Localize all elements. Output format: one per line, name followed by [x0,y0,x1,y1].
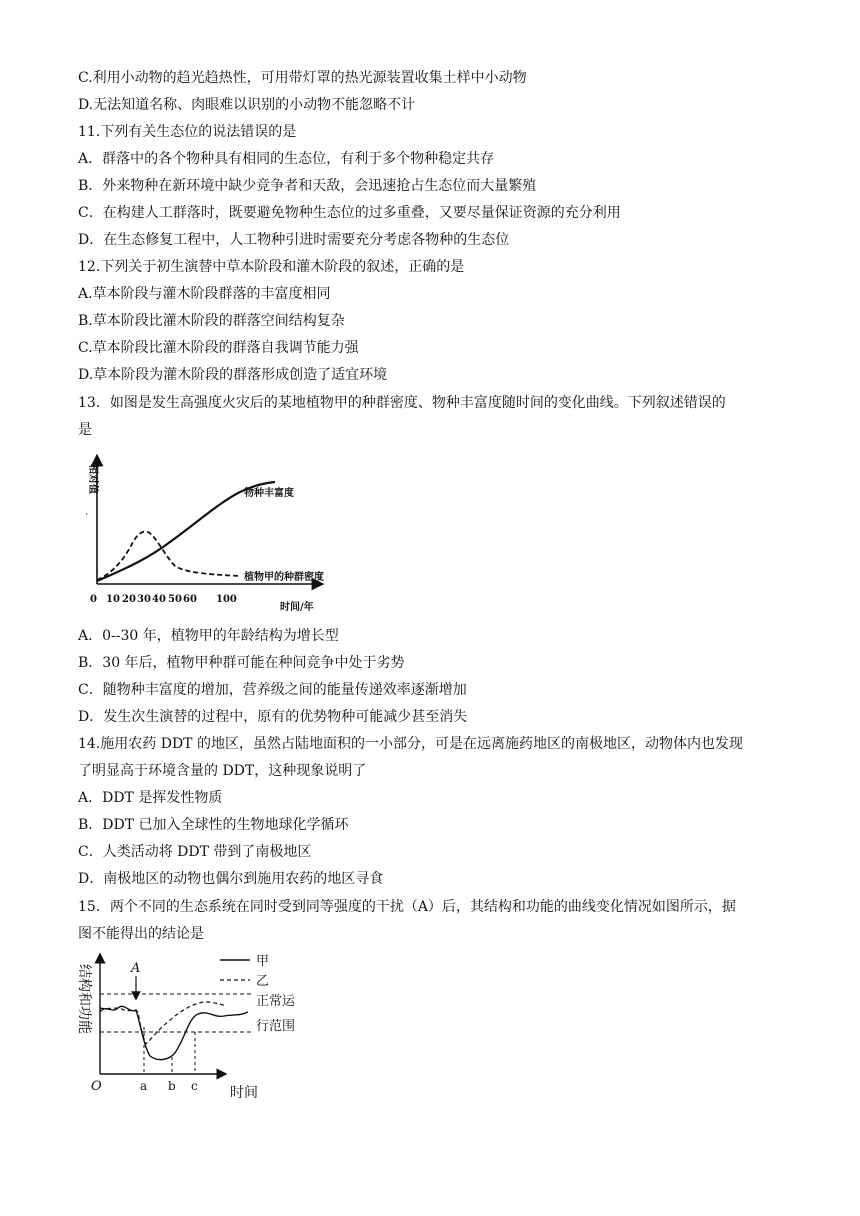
y-axis-label: 相对值 [87,464,98,494]
x-tick-40: 40 [152,594,166,605]
x-tick-b: b [168,1079,176,1093]
x-axis-label: 时间 [230,1085,258,1101]
question-13-option-d: D．发生次生演替的过程中，原有的优势物种可能减少甚至消失 [78,709,468,725]
question-12-option-c: C.草本阶段比灌木阶段的群落自我调节能力强 [78,340,359,356]
x-axis-label: 时间/年 [280,602,314,613]
question-13-option-b: B．30 年后，植物甲种群可能在种间竞争中处于劣势 [78,655,405,671]
figure-13-chart [70,452,340,620]
question-14-stem: 14.施用农药 DDT 的地区，虽然占陆地面积的一小部分，可是在远离施药地区的南极地区，动物体内也发现 [78,736,743,752]
y-axis-label: 结构和功能 [76,964,92,1034]
question-15-stem: 15．两个不同的生态系统在同时受到同等强度的干扰（A）后，其结构和功能的曲线变化情况如图所示，据 [78,899,736,915]
label-species-richness: 物种丰富度 [244,488,294,499]
question-13-stem: 13．如图是发生高强度火灾后的某地植物甲的种群密度、物种丰富度随时间的变化曲线。下列叙述错误的 [78,395,726,411]
question-15-stem-cont: 图不能得出的结论是 [78,926,204,942]
question-11-stem: 11.下列有关生态位的说法错误的是 [78,124,297,140]
disturbance-label: A [131,961,141,976]
x-tick-60: 60 [183,594,197,605]
question-14-option-d: D．南极地区的动物也偶尔到施用农药的地区寻食 [78,871,384,887]
question-12-option-a: A.草本阶段与灌木阶段群落的丰富度相同 [78,286,331,302]
legend-yi-label: 乙 [256,974,270,989]
question-14-stem-cont: 了明显高于环境含量的 DDT，这种现象说明了 [78,763,367,779]
label-plant-density: 植物甲的种群密度 [244,572,324,583]
question-11-option-d: D．在生态修复工程中，人工物种引进时需要充分考虑各物种的生态位 [78,232,510,248]
figure-13-svg [70,452,340,620]
x-tick-30: 30 [137,594,151,605]
range-label-line1: 正常运 [256,994,296,1009]
x-tick-a: a [140,1079,148,1093]
curve-yi [100,1002,226,1044]
figure-15-chart [74,952,314,1107]
question-12-option-d: D.草本阶段为灌木阶段的群落形成创造了适宜环境 [78,367,388,383]
y-axis-dot: . [85,507,89,518]
question-14-option-b: B．DDT 已加入全球性的生物地球化学循环 [78,817,349,833]
question-14-option-c: C．人类活动将 DDT 带到了南极地区 [78,844,312,860]
question-12-option-b: B.草本阶段比灌木阶段的群落空间结构复杂 [78,313,345,329]
x-tick-10: 10 [106,594,120,605]
question-13-option-a: A．0--30 年，植物甲的年龄结构为增长型 [78,628,339,644]
x-tick-20: 20 [122,594,136,605]
question-13-option-c: C．随物种丰富度的增加，营养级之间的能量传递效率逐渐增加 [78,682,467,698]
question-11-option-c: C．在构建人工群落时，既要避免物种生态位的过多重叠，又要尽量保证资源的充分利用 [78,205,621,221]
x-tick-100: 100 [216,594,237,605]
line-q10-c: C.利用小动物的趋光趋热性，可用带灯罩的热光源装置收集土样中小动物 [78,70,527,86]
x-tick-c: c [191,1079,198,1093]
question-11-option-a: A．群落中的各个物种具有相同的生态位，有利于多个物种稳定共存 [78,151,495,167]
curve-jia [100,1006,248,1059]
legend-jia-label: 甲 [256,954,270,969]
range-label-line2: 行范围 [256,1019,296,1034]
question-13-stem-cont: 是 [78,422,92,438]
x-tick-0: 0 [90,594,97,605]
question-11-option-b: B．外来物种在新环境中缺少竞争者和天敌，会迅速抢占生态位而大量繁殖 [78,178,537,194]
origin-label: O [91,1079,102,1094]
question-14-option-a: A．DDT 是挥发性物质 [78,790,223,806]
x-tick-50: 50 [168,594,182,605]
question-12-stem: 12.下列关于初生演替中草本阶段和灌木阶段的叙述，正确的是 [78,259,465,275]
line-q10-d: D.无法知道名称、肉眼难以识别的小动物不能忽略不计 [78,97,416,113]
figure-15-svg [74,952,314,1107]
